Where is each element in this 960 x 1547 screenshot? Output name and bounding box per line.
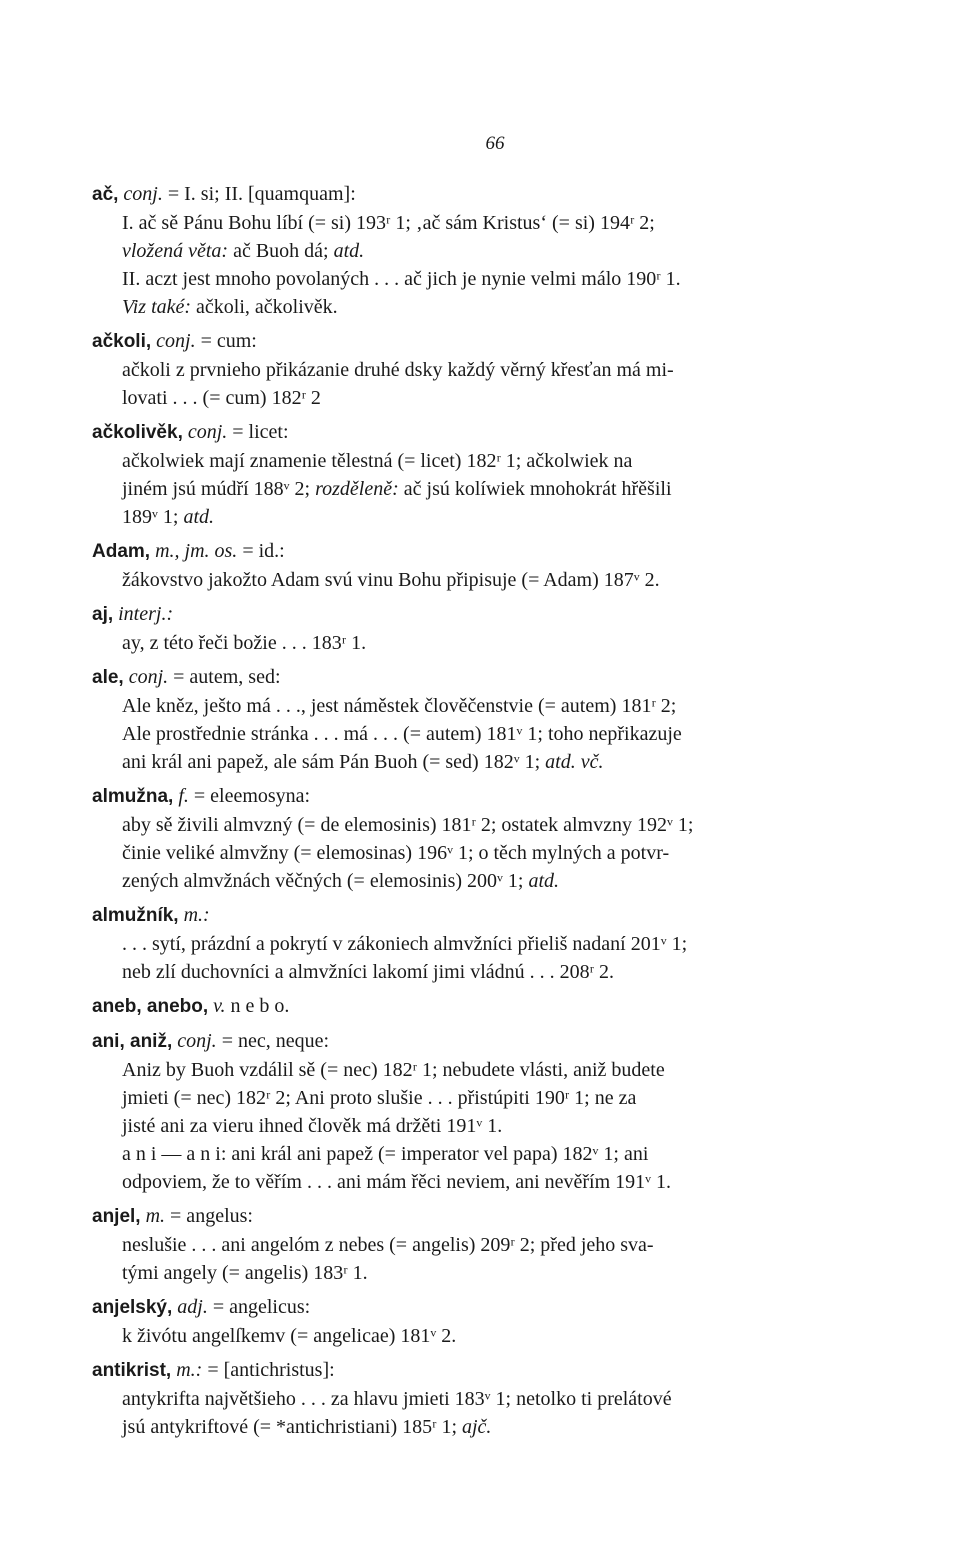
italic-abbrev: ajč.	[462, 1416, 492, 1438]
citation-text: Ale kněz, ješto má . . ., jest náměstek člověčenstvie (= autem) 181ʳ 2;	[122, 695, 677, 717]
entry-citation-line	[92, 1112, 872, 1140]
headword: aj,	[92, 604, 114, 625]
dictionary-entry	[92, 1202, 872, 1287]
headword: aneb, anebo,	[92, 996, 209, 1017]
entry-head-line	[92, 1027, 872, 1056]
entry-citation-line	[92, 1140, 872, 1168]
grammar-label: conj.	[156, 330, 196, 352]
entry-head-line	[92, 1356, 872, 1385]
dictionary-entry	[92, 992, 872, 1021]
entry-citation-line	[92, 265, 872, 293]
citation-text: II. aczt jest mnoho povolaných . . . ač jich je nynie velmi málo 190ʳ 1.	[122, 268, 681, 290]
latin-meaning: = [antichristus]:	[207, 1359, 335, 1381]
headword: almužník,	[92, 905, 179, 926]
citation-text: 189ᵛ 1;	[122, 506, 184, 528]
citation-text: ačkoli, ačkolivěk.	[191, 296, 338, 318]
grammar-label: adj.	[177, 1296, 208, 1318]
dictionary-entry	[92, 782, 872, 895]
italic-label: rozděleně:	[315, 478, 399, 500]
latin-meaning: = eleemosyna:	[193, 785, 311, 807]
italic-label: vložená věta:	[122, 240, 229, 262]
entry-citation-line	[92, 839, 872, 867]
dictionary-entry	[92, 327, 872, 412]
grammar-label: conj.	[177, 1030, 217, 1052]
citation-text: antykrifta najvětšieho . . . za hlavu jmieti 183ᵛ 1; netolko ti prelátové	[122, 1388, 672, 1410]
latin-meaning: = angelicus:	[212, 1296, 311, 1318]
citation-text: tými angely (= angelis) 183ʳ 1.	[122, 1262, 368, 1284]
italic-abbrev: atd.	[333, 240, 365, 262]
headword: anjel,	[92, 1206, 141, 1227]
grammar-label: conj.	[123, 183, 163, 205]
citation-text: jiném jsú múdří 188ᵛ 2;	[122, 478, 316, 500]
entry-citation-line	[92, 811, 872, 839]
citation-text: ačkoli z prvnieho přikázanie druhé dsky každý věrný křesťan má mi-	[122, 359, 674, 381]
citation-text: ač Buoh dá;	[228, 240, 334, 262]
citation-text: a n i — a n i: ani král ani papež (= imperator vel papa) 182ᵛ 1; ani	[122, 1143, 649, 1165]
entry-citation-line	[92, 209, 872, 237]
entry-citation-line	[92, 503, 872, 531]
dictionary-entry	[92, 1027, 872, 1196]
grammar-label: m., jm. os.	[155, 540, 238, 562]
citation-text: neslušie . . . ani angelóm z nebes (= angelis) 209ʳ 2; před jeho sva-	[122, 1234, 654, 1256]
entry-citation-line	[92, 1168, 872, 1196]
entry-head-line	[92, 663, 872, 692]
page-number: 66	[485, 133, 505, 154]
entry-citation-line	[92, 958, 872, 986]
citation-text: jisté ani za vieru ihned člověk má držěti 191ᵛ 1.	[122, 1115, 503, 1137]
italic-label: Viz také:	[122, 296, 192, 318]
entry-citation-line	[92, 748, 872, 776]
entry-head-line	[92, 418, 872, 447]
entry-citation-line	[92, 293, 872, 321]
entry-head-line	[92, 327, 872, 356]
headword: ale,	[92, 667, 124, 688]
headword: Adam,	[92, 541, 151, 562]
grammar-label: conj.	[128, 666, 169, 688]
entry-head-line	[92, 180, 872, 209]
dictionary-entry	[92, 600, 872, 657]
latin-meaning: = nec, neque:	[221, 1030, 330, 1052]
citation-text: ay, z této řeči božie . . . 183ʳ 1.	[122, 632, 367, 654]
grammar-label: v.	[213, 995, 226, 1017]
grammar-label: interj.:	[118, 603, 174, 625]
latin-meaning: = autem, sed:	[173, 666, 281, 688]
latin-meaning: = licet:	[232, 421, 289, 443]
latin-meaning: = cum:	[200, 330, 257, 352]
dictionary-entries	[92, 180, 872, 1447]
citation-text: žákovstvo jakožto Adam svú vinu Bohu připisuje (= Adam) 187ᵛ 2.	[122, 569, 660, 591]
citation-text: k živótu angelſkemv (= angelicae) 181ᵛ 2.	[122, 1325, 457, 1347]
citation-text: neb zlí duchovníci a almvžníci lakomí jimi vládnú . . . 208ʳ 2.	[122, 961, 615, 983]
entry-citation-line	[92, 1084, 872, 1112]
grammar-label: conj.	[187, 421, 228, 443]
citation-text: Ale prostřednie stránka . . . má . . . (= autem) 181ᵛ 1; toho nepřikazuje	[122, 723, 682, 745]
headword: anjelský,	[92, 1297, 173, 1318]
entry-head-line	[92, 782, 872, 811]
entry-head-line	[92, 600, 872, 629]
citation-text: Aniz by Buoh vzdálil sě (= nec) 182ʳ 1; nebudete vlásti, aniž budete	[122, 1059, 665, 1081]
entry-citation-line	[92, 867, 872, 895]
entry-citation-line	[92, 1322, 872, 1350]
entry-citation-line	[92, 930, 872, 958]
citation-text: jsú antykriftové (= *antichristiani) 185ʳ 1;	[122, 1416, 462, 1438]
italic-abbrev: atd.	[183, 506, 214, 528]
entry-citation-line	[92, 629, 872, 657]
citation-text: ačkolwiek mají znamenie tělestná (= licet) 182ʳ 1; ačkolwiek na	[122, 450, 633, 472]
entry-citation-line	[92, 384, 872, 412]
entry-citation-line	[92, 356, 872, 384]
entry-head-line	[92, 537, 872, 566]
dictionary-entry	[92, 663, 872, 776]
entry-head-line	[92, 1293, 872, 1322]
entry-head-line	[92, 992, 872, 1021]
latin-meaning: = id.:	[242, 540, 285, 562]
citation-text: činie veliké almvžny (= elemosinas) 196ᵛ 1; o těch mylných a potvr-	[122, 842, 670, 864]
citation-text: lovati . . . (= cum) 182ʳ 2	[122, 387, 321, 409]
headword: ačkoli,	[92, 331, 152, 352]
entry-citation-line	[92, 1413, 872, 1441]
grammar-label: f.	[178, 785, 189, 807]
citation-text: aby sě živili almvzný (= de elemosinis) 181ʳ 2; ostatek almvzny 192ᵛ 1;	[122, 814, 694, 836]
headword: ačkolivěk,	[92, 422, 183, 443]
headword: ani, aniž,	[92, 1031, 173, 1052]
citation-text: ani král ani papež, ale sám Pán Buoh (= sed) 182ᵛ 1;	[122, 751, 546, 773]
citation-text: I. ač sě Pánu Bohu líbí (= si) 193ʳ 1; ‚ač sám Kristus‘ (= si) 194ʳ 2;	[122, 212, 655, 234]
latin-meaning: = I. si; II. [quamquam]:	[167, 183, 356, 205]
headword: antikrist,	[92, 1360, 172, 1381]
entry-citation-line	[92, 1259, 872, 1287]
citation-text: odpoviem, že to věřím . . . ani mám řěci neviem, ani nevěřím 191ᵛ 1.	[122, 1171, 672, 1193]
headword: ač,	[92, 184, 119, 205]
entry-citation-line	[92, 237, 872, 265]
entry-citation-line	[92, 447, 872, 475]
entry-citation-line	[92, 1056, 872, 1084]
entry-citation-line	[92, 720, 872, 748]
citation-text: ač jsú kolíwiek mnohokrát hřěšili	[398, 478, 672, 500]
entry-head-line	[92, 901, 872, 930]
entry-citation-line	[92, 475, 872, 503]
citation-text: jmieti (= nec) 182ʳ 2; Ani proto slušie . . . přistúpiti 190ʳ 1; ne za	[122, 1087, 637, 1109]
grammar-label: m.	[145, 1205, 166, 1227]
headword: almužna,	[92, 786, 174, 807]
citation-text: . . . sytí, prázdní a pokrytí v zákoniech almvžníci přieliš nadaní 201ᵛ 1;	[122, 933, 688, 955]
dictionary-entry	[92, 418, 872, 531]
grammar-label: m.:	[183, 904, 210, 926]
dictionary-entry	[92, 1356, 872, 1441]
latin-meaning: n e b o.	[230, 995, 290, 1017]
italic-abbrev: atd. vč.	[545, 751, 604, 773]
italic-abbrev: atd.	[528, 870, 560, 892]
dictionary-entry	[92, 901, 872, 986]
entry-citation-line	[92, 566, 872, 594]
entry-citation-line	[92, 692, 872, 720]
entry-citation-line	[92, 1231, 872, 1259]
dictionary-entry	[92, 180, 872, 321]
dictionary-entry	[92, 1293, 872, 1350]
citation-text: zených almvžnách věčných (= elemosinis) 200ᵛ 1;	[122, 870, 529, 892]
dictionary-entry	[92, 537, 872, 594]
latin-meaning: = angelus:	[170, 1205, 253, 1227]
entry-head-line	[92, 1202, 872, 1231]
grammar-label: m.:	[176, 1359, 203, 1381]
entry-citation-line	[92, 1385, 872, 1413]
